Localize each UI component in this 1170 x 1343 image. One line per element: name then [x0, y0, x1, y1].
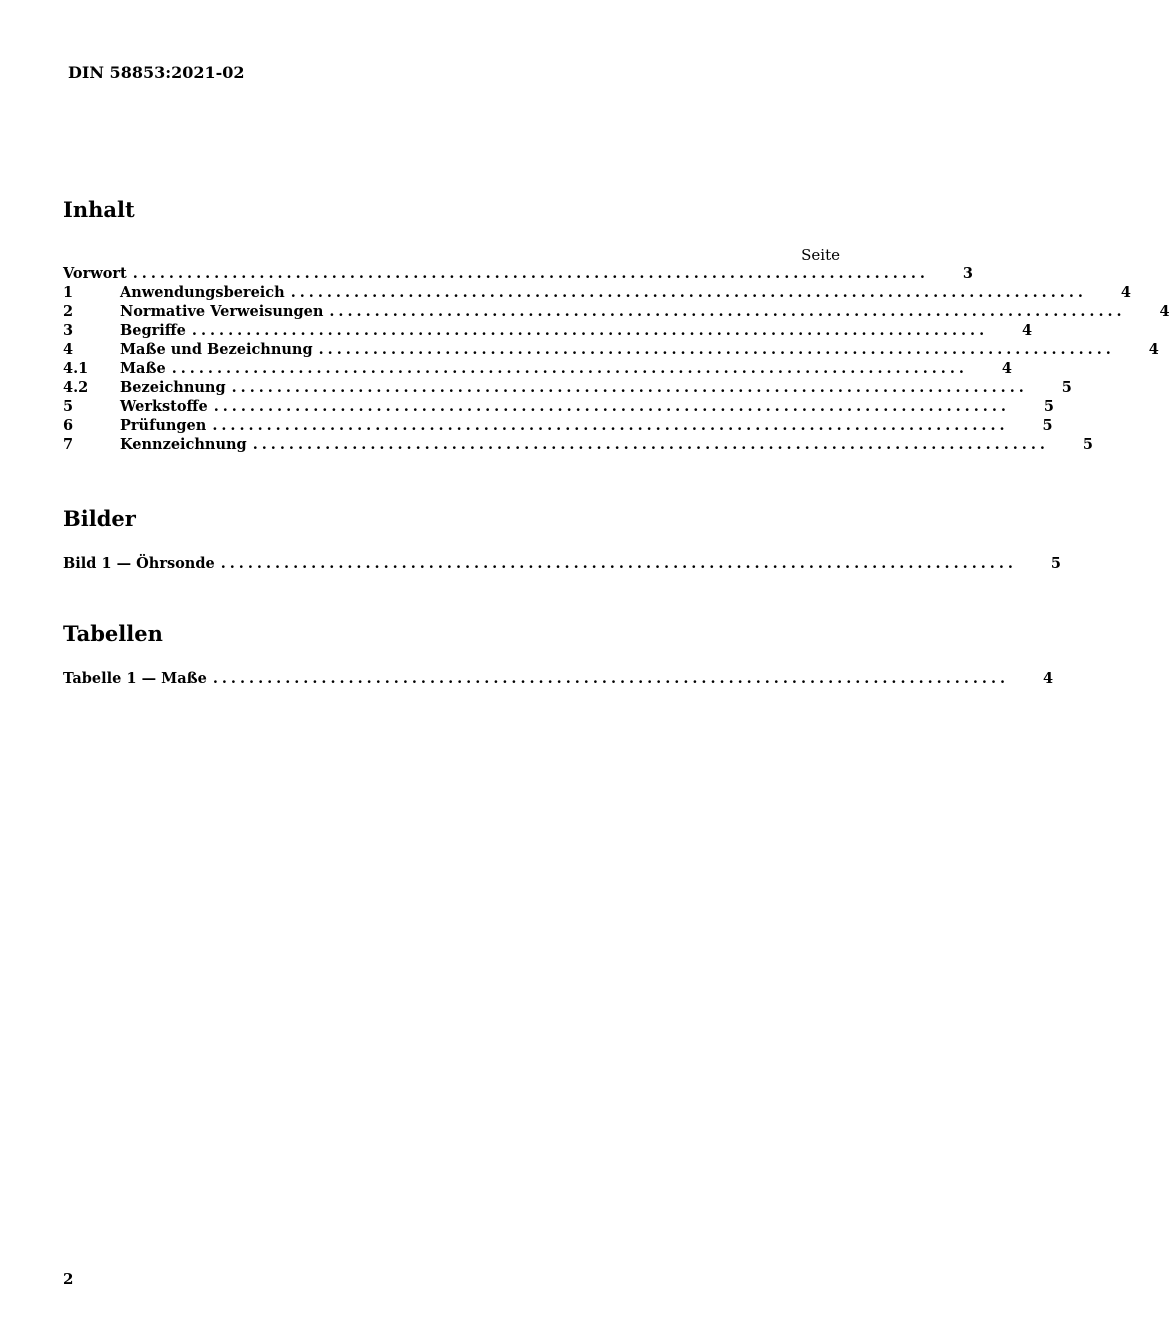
- toc-entry[interactable]: [63, 303, 1170, 322]
- leader-dots: ........................................................................................: [212, 670, 1010, 687]
- toc-entry-page: 5: [1082, 436, 1093, 453]
- toc-entry-page: 5: [1042, 417, 1053, 434]
- toc-entry-number: 5: [63, 398, 74, 415]
- toc-entry-number: 6: [63, 417, 74, 434]
- toc-entry-page: 4: [1001, 360, 1012, 377]
- toc-entry[interactable]: [63, 436, 1093, 455]
- toc-entry-number: 7: [63, 436, 74, 453]
- figure-entry-page: 5: [1050, 555, 1061, 572]
- figure-entry-title: Bild 1 — Öhrsonde: [63, 555, 215, 572]
- table-entry-title: Tabelle 1 — Maße: [63, 670, 207, 687]
- leader-dots: ........................................................................................: [231, 379, 1028, 396]
- table-entry[interactable]: [63, 670, 1054, 689]
- toc-entry-number: 3: [63, 322, 74, 339]
- leader-dots: ........................................................................................: [171, 360, 968, 377]
- toc-entry[interactable]: [63, 284, 1131, 303]
- figures-list: [63, 555, 1061, 575]
- toc-entry-number: 2: [63, 303, 74, 320]
- toc-entry-title: Begriffe: [120, 322, 186, 339]
- toc-entry-title: Prüfungen: [120, 417, 207, 434]
- toc-entry-title: Werkstoffe: [120, 398, 208, 415]
- leader-dots: ........................................................................................: [220, 555, 1017, 572]
- leader-dots: ........................................................................................: [318, 341, 1115, 358]
- toc-entry-number: 1: [63, 284, 74, 301]
- toc-entry-page: 4: [1148, 341, 1159, 358]
- toc-entry-page: 4: [1022, 322, 1033, 339]
- toc-entry-number: 4: [63, 341, 74, 358]
- toc-entry-title: Bezeichnung: [120, 379, 226, 396]
- toc-entry[interactable]: [63, 417, 1053, 436]
- page-number: 2: [63, 1270, 74, 1288]
- toc-entry[interactable]: [63, 379, 1072, 398]
- toc-entry-title: Maße: [120, 360, 166, 377]
- toc-entry-number: 4.2: [63, 379, 89, 396]
- toc-entry[interactable]: [63, 341, 1159, 360]
- toc-entry-title: Kennzeichnung: [120, 436, 247, 453]
- toc-entry-title: Anwendungsbereich: [120, 284, 285, 301]
- tables-list: [63, 670, 1054, 690]
- toc-entry-number: 4.1: [63, 360, 89, 377]
- leader-dots: ........................................................................................: [290, 284, 1087, 301]
- toc-entry-page: 5: [1061, 379, 1072, 396]
- toc-entry-page: 4: [1120, 284, 1131, 301]
- leader-dots: ........................................................................................: [213, 398, 1010, 415]
- toc-entry-title: Maße und Bezeichnung: [120, 341, 313, 358]
- leader-dots: ........................................................................................: [191, 322, 989, 339]
- toc-entry-title: Vorwort: [63, 265, 127, 282]
- toc-entry[interactable]: [63, 398, 1054, 417]
- leader-dots: ........................................................................................: [212, 417, 1009, 434]
- leader-dots: ........................................................................................: [252, 436, 1049, 453]
- leader-dots: ........................................................................................: [132, 265, 929, 282]
- tables-heading: Tabellen: [63, 621, 163, 646]
- toc-entry[interactable]: [63, 322, 1033, 341]
- toc-entry-title: Normative Verweisungen: [120, 303, 324, 320]
- toc-entry-page: 3: [962, 265, 973, 282]
- toc-entry-vorwort[interactable]: [63, 265, 973, 284]
- figures-heading: Bilder: [63, 506, 136, 531]
- toc-entry-page: 5: [1043, 398, 1054, 415]
- table-entry-page: 4: [1042, 670, 1054, 687]
- table-of-contents: [63, 246, 1170, 466]
- figure-entry[interactable]: [63, 555, 1061, 574]
- leader-dots: ........................................................................................: [329, 303, 1126, 320]
- toc-entry-page: 4: [1159, 303, 1170, 320]
- contents-heading: Inhalt: [63, 197, 135, 222]
- page-column-label: Seite: [801, 246, 840, 264]
- document-id: DIN 58853:2021-02: [68, 63, 245, 82]
- toc-entry[interactable]: [63, 360, 1012, 379]
